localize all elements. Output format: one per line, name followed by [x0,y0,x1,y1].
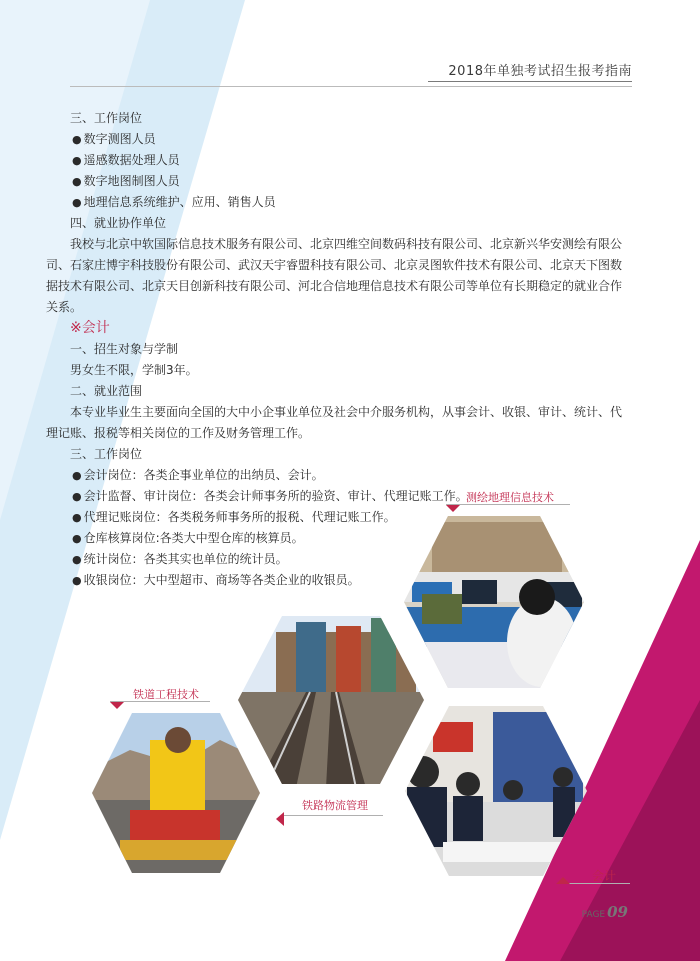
caption-marker-icon [556,877,570,884]
list-item: ● 统计岗位：各类其实也单位的统计员。 [70,549,632,570]
caption-railway-logistics: 铁路物流管理 [302,799,368,812]
page-number: PAGE 09 [581,903,628,921]
photo-railway-engineer [90,710,262,876]
header-divider [428,81,632,82]
scope-paragraph: 本专业毕业生主要面向全国的大中小企事业单位及社会中介服务机构，从事会计、收银、审计、统计、代理记账、报税等相关岗位的工作及财务管理工作。 [46,405,623,440]
partners-paragraph: 我校与北京中软国际信息技术服务有限公司、北京四维空间数码科技有限公司、北京新兴华安测绘有限公司、石家庄博宇科技股份有限公司、武汉天宇睿盟科技有限公司、北京灵图软件技术有限公司、北京天下图数据技术有限公司、北京天目创新科技有限公司、河北合信地理信息技术有限公司等单位有长期稳定的就业合作关系。 [46,237,623,314]
heading-work-positions: 三、工作岗位 [70,111,143,125]
list-item: ● 地理信息系统维护、应用、销售人员 [70,192,632,213]
photo-surveying-office [402,512,586,692]
caption-underline [110,701,210,702]
list-item: ● 会计监督、审计岗位：各类会计师事务所的验资、审计、代理记账工作。 [70,486,632,507]
section-title-accounting: ※会计 [70,320,110,336]
heading-enrollment: 一、招生对象与学制 [70,342,179,356]
list-item: ● 会计岗位：各类企事业单位的出纳员、会计。 [70,465,632,486]
header-rule [70,86,632,87]
list-item: ● 遥感数据处理人员 [70,150,632,171]
caption-underline [560,883,630,884]
caption-railway-engineering: 铁道工程技术 [133,688,199,701]
photo-railway-tracks [236,612,426,788]
caption-marker-icon [446,505,460,512]
heading-work-positions-accounting: 三、工作岗位 [70,447,143,461]
heading-scope: 二、就业范围 [70,384,143,398]
list-item: ● 数字地图制图人员 [70,171,632,192]
list-item: ● 收银岗位：大中型超市、商场等各类企业的收银员。 [70,570,632,591]
caption-accounting: 会计 [592,869,617,883]
heading-partners: 四、就业协作单位 [70,216,167,230]
caption-surveying: 测绘地理信息技术 [466,491,554,504]
caption-underline [446,504,570,505]
list-item: ● 仓库核算岗位:各类大中型仓库的核算员。 [70,528,632,549]
enrollment-text: 男女生不限，学制3年。 [70,363,198,377]
caption-marker-icon [276,812,284,826]
header-title: 2018年单独考试招生报考指南 [448,64,632,79]
caption-underline [283,815,383,816]
caption-marker-icon [110,702,124,709]
list-item: ● 数字测图人员 [70,129,632,150]
list-item: ● 代理记账岗位：各类税务师事务所的报税、代理记账工作。 [70,507,632,528]
photo-accounting-class [403,702,589,880]
